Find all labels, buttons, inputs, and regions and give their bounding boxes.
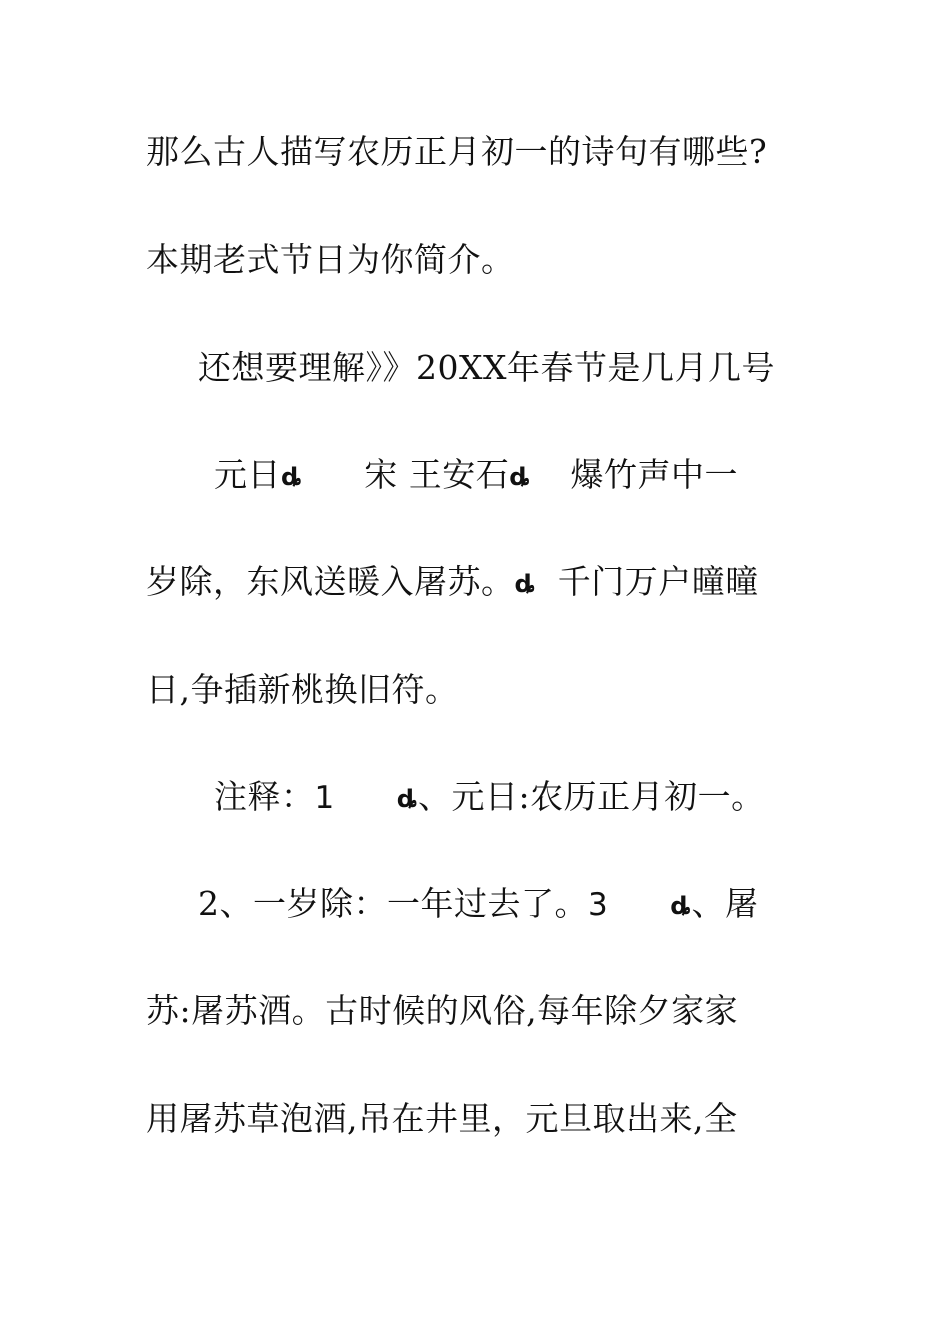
symbol-glyph: ȡ (396, 785, 418, 813)
line-text: 苏:屠苏酒。古时候的风俗,每年除夕家家 (146, 991, 739, 1030)
paragraph-line (146, 240, 515, 280)
poem-text: 岁除，东风送暖入屠苏。 (146, 562, 515, 601)
annotation-number: 1 (314, 780, 335, 816)
poem-text: 爆竹声中一 (570, 455, 739, 494)
poem-title: 元日 (214, 455, 281, 494)
symbol-glyph: ȡ (514, 570, 536, 598)
line-text: 日,争插新桃换旧符。 (146, 670, 459, 709)
poem-text: 千门万户曈曈 (557, 562, 759, 601)
line-text: 还想要理解》》20XX年春节是几月几号 (198, 348, 775, 387)
paragraph-line (146, 670, 459, 710)
symbol-glyph: ȡ (281, 463, 303, 491)
paragraph-line (146, 1099, 737, 1139)
annotation-line (198, 884, 759, 926)
symbol-glyph: ȡ (670, 892, 692, 920)
annotation-text: 2、一岁除：一年过去了。 (198, 884, 588, 923)
line-text: 用屠苏草泡酒,吊在井里，元旦取出来,全 (146, 1099, 738, 1138)
line-text: 本期老式节日为你简介。 (146, 240, 515, 279)
annotation-text: 、元日:农历正月初一。 (418, 777, 765, 816)
annotation-line (214, 777, 765, 819)
poem-heading-line (214, 455, 738, 497)
annotation-label: 注释： (214, 777, 315, 816)
paragraph-line (146, 991, 738, 1031)
paragraph-line (146, 132, 767, 172)
paragraph-line (146, 562, 759, 604)
annotation-text: 、屠 (691, 884, 759, 923)
poem-author: 宋 王安石 (364, 455, 510, 494)
paragraph-line (198, 348, 775, 388)
symbol-glyph: ȡ (509, 463, 531, 491)
line-text: 那么古人描写农历正月初一的诗句有哪些? (146, 132, 768, 171)
annotation-number: 3 (588, 887, 609, 923)
